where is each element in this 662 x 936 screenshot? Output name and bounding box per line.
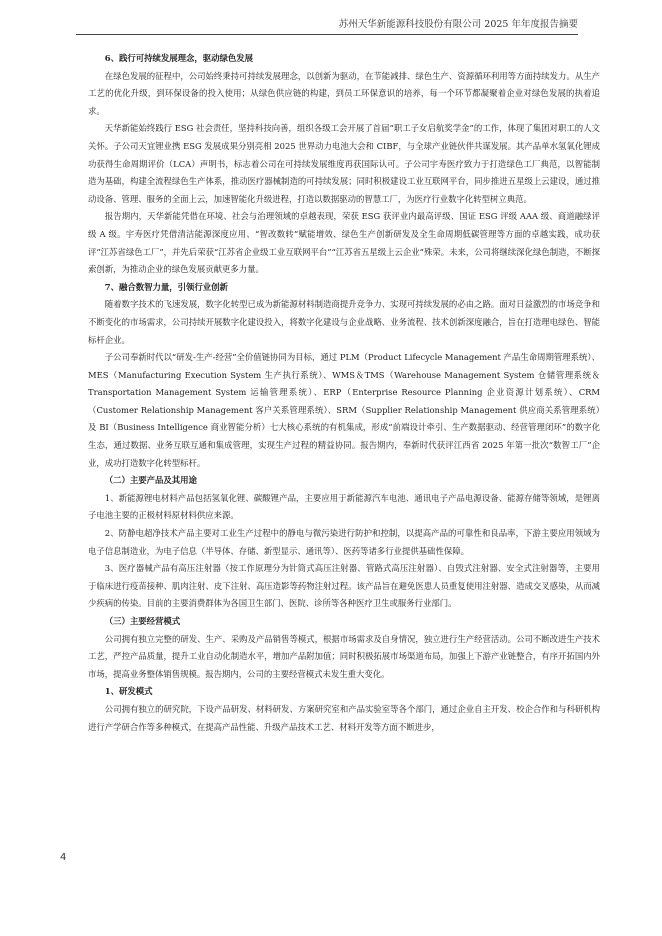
paragraph: 子公司奉新时代以“研发-生产-经营”全价值链协同为目标，通过 PLM（Product Lifecycle Management 产品生命周期管理系统）、MES（Manufacturing Execution System 生产执行系统）、WMS＆TMS（Warehouse Management System 仓储管理系统＆Transportation Management System 运输管理系统）、ERP（Enterprise Resource Planning 企业资源计划系统）、CRM（Customer Relationship Management 客户关系管理系统）、SRM（Supplier Relationship Management 供应商关系管理系统）及 BI（Business Intelligence 商业智能分析）七大核心系统的有机集成，形成“前端设计牵引、生产数据驱动、经营管理闭环”的数字化生态，通过数据、业务互联互通和集成管理，实现生产过程的精益协同。报告期内，奉新时代获评江西省 2025 年第一批次“数智工厂”企业，成功打造数字化转型标杆。 [88, 352, 600, 468]
paragraph: 3、医疗器械产品有高压注射器（按工作原理分为针筒式高压注射器、管路式高压注射器）、自毁式注射器、安全式注射器等，主要用于临床进行疫苗接种、肌肉注射、皮下注射、高压造影等药物注射过程。该产品旨在避免医患人员重复使用注射器、造成交叉感染，从而减少疾病的传染。目前的主要消费群体为各国卫生部门、医院、诊所等各种医疗卫生或服务行业部门。 [88, 563, 600, 609]
report-title: 苏州天华新能源科技股份有限公司 2025 年年度报告摘要 [338, 19, 578, 30]
paragraph: 报告期内，天华新能凭借在环境、社会与治理领域的卓越表现，荣获 ESG 获评业内最高评级、国证 ESG 评级 AAA 级、商道融绿评级 A 级。宇寿医疗凭借清洁能源深度应用、“智改数转”赋能增效、绿色生产创新研发及全生命周期低碳管理等方面的卓越实践，成功获评“江苏省绿色工厂”，并先后荣获“江苏省企业级工业互联网平台”“江苏省五星级上云企业”殊荣。未来，公司将继续深化绿色制造，不断探索创新，为推动企业的绿色发展贡献更多力量。 [88, 211, 600, 275]
paragraph: 公司拥有独立的研究院，下设产品研发、材料研发、方案研究室和产品实验室等各个部门，通过企业自主开发、校企合作和与科研机构进行产学研合作等多种模式，在提高产品性能、升级产品技术工艺、材料开发等方面不断进步， [88, 703, 600, 732]
paragraph: 随着数字技术的飞速发展，数字化转型已成为新能源材料制造商提升竞争力、实现可持续发展的必由之路。面对日益激烈的市场竞争和不断变化的市场需求，公司持续开展数字化建设投入，将数字化建设与企业战略、业务流程、技术创新深度融合，旨在打造理电绿色、智能标杆企业。 [88, 299, 600, 345]
paragraph: 天华新能始终践行 ESG 社会责任，坚持科技向善，组织各级工会开展了首届“职工子女启航奖学金”的工作，体现了集团对职工的人文关怀。子公司天宜锂业携 ESG 发展成果分别亮相 2025 世界动力电池大会和 CIBF，与全球产业链伙伴共谋发展。其产品单水氢氧化锂成功获得生命周期评价（LCA）声明书，标志着公司在可持续发展维度再获国际认可。子公司宇寿医疗致力于打造绿色工厂典范，以智能制造为基础，构建全流程绿色生产体系，推动医疗器械制造的可持续发展；同时积极建设工业互联网平台，同步推进五星级上云建设，通过推动设备、管理、服务的全面上云，加速智能化升级进程，打造以数据驱动的智慧工厂，为医疗行业数字化转型树立典范。 [88, 123, 600, 204]
document-body [88, 50, 600, 736]
section-heading: 6、践行可持续发展理念，驱动绿色发展 [104, 53, 253, 63]
page-number: 4 [60, 852, 67, 863]
section-heading: 7、融合数智力量，引领行业创新 [104, 281, 228, 292]
paragraph: 公司拥有独立完整的研发、生产、采购及产品销售等模式，根据市场需求及自身情况，独立进行生产经营活动。公司不断改进生产技术工艺，严控产品质量，提升工业自动化制造水平，增加产品附加值；同时积极拓展市场渠道布局，加强上下游产业链整合，有序开拓国内外市场，提高业务整体销售规模。报告期内，公司的主要经营模式未发生重大变化。 [88, 633, 600, 679]
report-header [76, 16, 578, 35]
section-heading: （三）主要经营模式 [104, 616, 181, 626]
section-heading: （二）主要产品及其用途 [104, 475, 197, 486]
section-heading: 1、研发模式 [104, 686, 153, 697]
paragraph: 在绿色发展的征程中，公司始终秉持可持续发展理念，以创新为驱动，在节能减排、绿色生产、资源循环利用等方面持续发力。从生产工艺的优化升级，到环保设备的投入使用；从绿色供应链的构建，到员工环保意识的培养，每一个环节都凝聚着企业对绿色发展的执着追求。 [88, 70, 600, 116]
paragraph: 2、防静电超净技术产品主要对工业生产过程中的静电与微污染进行防护和控制，以提高产品的可靠性和良品率，下游主要应用领域为电子信息制造业，为电子信息（半导体、存储、新型显示、通讯等）、医药等诸多行业提供基础性保障。 [88, 528, 600, 556]
paragraph: 1、新能源锂电材料产品包括氢氧化锂、碳酸锂产品，主要应用于新能源汽车电池、通讯电子产品电源设备、能源存储等领域，是锂离子电池主要的正极材料原材料供应来源。 [88, 492, 600, 521]
